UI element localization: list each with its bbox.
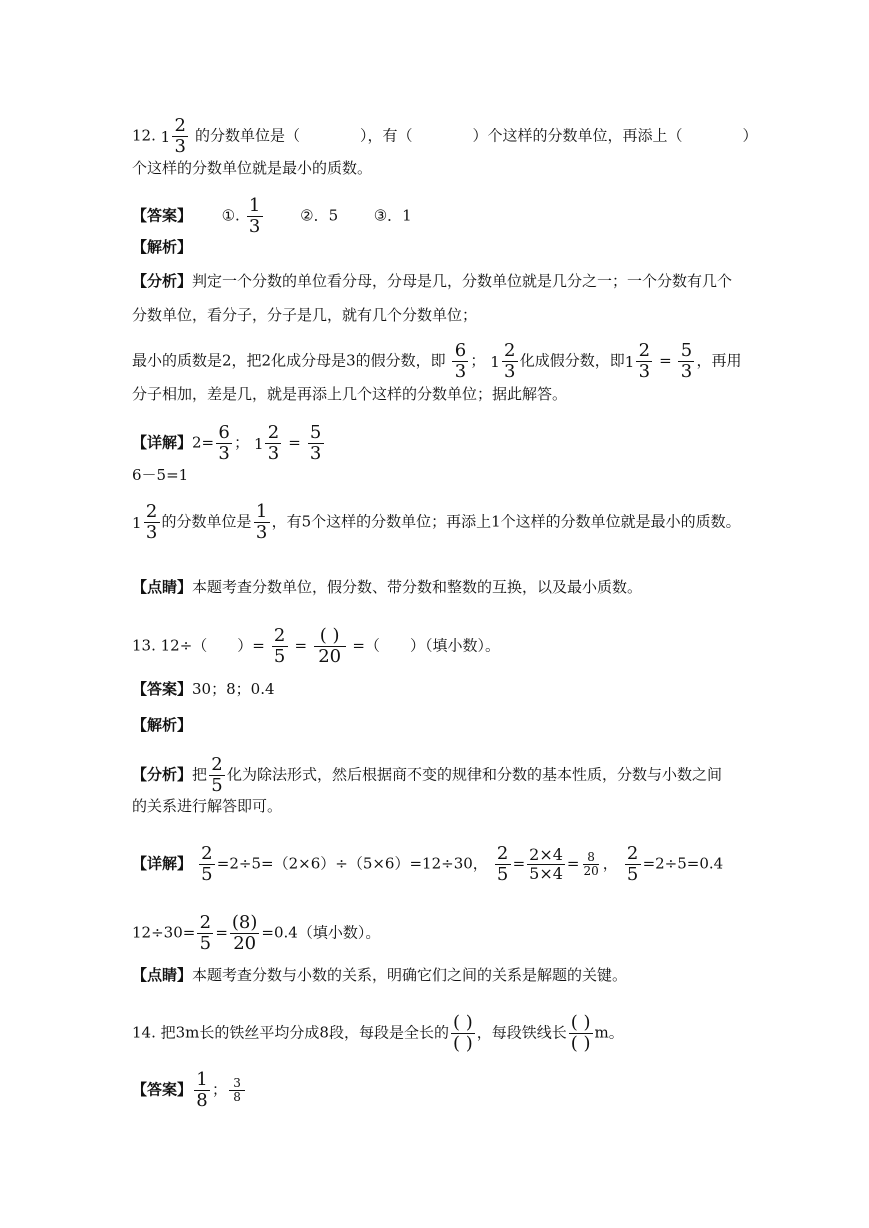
q12-fenxi1 [132, 271, 732, 291]
q12-fenxi3 [132, 341, 741, 382]
num: 1 [194, 1070, 210, 1091]
q12-answer [132, 196, 412, 237]
answer-label: 【答案】 [132, 680, 193, 698]
q12-fenxi3a: 最小的质数是2，把2化成分母是3的假分数，即 [132, 351, 446, 370]
q14-answer [132, 1070, 247, 1111]
q12-fenxi3c: 化成假分数，即 [519, 351, 625, 370]
den: 20 [318, 646, 342, 667]
frac-2x4 [527, 846, 565, 883]
q12-fraction [172, 116, 188, 157]
q13-answer [132, 679, 275, 699]
q14-answer-frac-1 [194, 1070, 210, 1111]
q12-fenxi4: 分子相加，差是几，就是再添上几个这样的分数单位；据此解答。 [132, 385, 568, 403]
frac-2-5 [625, 844, 641, 885]
frac-2-5 [495, 844, 511, 885]
q14-number: 14. [132, 1023, 156, 1042]
frac-8-20 [230, 913, 260, 954]
q12-detail3b: ，有5个这样的分数单位；再添上1个这样的分数单位就是最小的质数。 [271, 512, 741, 531]
frac-8-20 [581, 851, 600, 878]
num: 2 [144, 502, 160, 523]
q12-fenxi1-text: 判定一个分数的单位看分母，分母是几，分数单位就是几分之一；一个分数有几个 [192, 272, 733, 290]
whole: 1 [253, 434, 264, 453]
frac [636, 341, 652, 382]
q13-fenxi2: 的关系进行解答即可。 [132, 797, 283, 815]
q12-a1-den: 3 [248, 216, 261, 237]
num: 8 [583, 851, 599, 865]
den: 3 [267, 443, 280, 464]
q14-t3: m。 [594, 1023, 624, 1042]
frac [144, 502, 160, 543]
q12-point [132, 577, 642, 597]
q12-detail3a: 的分数单位是 [161, 512, 252, 531]
q12-fenxi3d: ，再用 [696, 351, 742, 370]
q13-number: 13. [132, 636, 156, 655]
q13-t1: 12÷（ [160, 636, 208, 655]
q12-text3: ）个这样的分数单位，再添上（ [472, 126, 683, 145]
num: 2 [502, 341, 518, 362]
equals: = [512, 854, 526, 873]
equals: = [294, 636, 308, 655]
q14-answer-frac-2 [229, 1077, 245, 1104]
num: 2×4 [529, 845, 563, 864]
den: 5 [211, 775, 223, 796]
num: 2 [197, 913, 213, 934]
den: 3 [309, 443, 322, 464]
q13-fenxi1 [132, 755, 722, 796]
q12-detail1b: ； [234, 433, 250, 452]
q13-d1: =2÷5=（2×6）÷（5×6）=12÷30， [216, 854, 488, 873]
frac-6-3 [216, 423, 232, 464]
num: ( ) [570, 1012, 591, 1033]
den: 5 [199, 933, 212, 954]
q12-fenxi2: 分数单位，看分子，分子是几，就有几个分数单位； [132, 306, 478, 324]
q12-frac-5-3 [678, 341, 694, 382]
q13-d5: =2÷5=0.4 [642, 854, 724, 873]
point-label: 【点睛】 [132, 966, 193, 984]
q12-detail1 [132, 423, 326, 464]
q14-blank-fraction-2 [569, 1013, 593, 1054]
den: 8 [233, 1090, 241, 1104]
q12-detail1a: 2= [192, 433, 215, 452]
num: (8) [231, 912, 258, 933]
num: 2 [272, 626, 288, 647]
q12-point-text: 本题考查分数单位，假分数、带分数和整数的互换，以及最小质数。 [192, 578, 643, 596]
answer-label: 【答案】 [132, 1080, 193, 1099]
q13-answer-text: 30；8；0.4 [192, 680, 275, 698]
num: 3 [229, 1077, 245, 1091]
num: 2 [209, 755, 225, 776]
q13-detail [132, 844, 723, 885]
detail-label: 【详解】 [132, 854, 193, 873]
q12-text1: 的分数单位是（ [194, 126, 300, 145]
frac-2-5 [199, 844, 215, 885]
q13-point-text: 本题考查分数与小数的关系，明确它们之间的关系是解题的关键。 [192, 966, 628, 984]
den: 20 [233, 933, 257, 954]
whole: 1 [490, 352, 500, 371]
equals: = [288, 433, 301, 452]
num: 5 [308, 423, 324, 444]
q12-den: 3 [174, 136, 186, 157]
mixed [254, 423, 284, 464]
q13-t2: ）= [237, 636, 265, 655]
q12-mixed-number [161, 116, 191, 157]
frac [502, 341, 518, 382]
q14-t1: 把3m长的铁丝平均分成8段，每段是全长的 [160, 1023, 449, 1042]
den: 3 [454, 361, 467, 382]
q13-point [132, 965, 627, 985]
answer-label: 【答案】 [132, 206, 193, 225]
den: 5 [496, 864, 509, 885]
fenxi-label: 【分析】 [132, 272, 193, 290]
q12-a1-num: 1 [247, 196, 263, 217]
num: 2 [636, 341, 652, 362]
den: 3 [504, 361, 516, 382]
q12-fenxi3b: ； [470, 351, 486, 370]
equals: = [659, 351, 672, 370]
detail-label: 【详解】 [132, 433, 193, 452]
q13-detail-line2 [132, 913, 380, 954]
q12-a1-fraction [247, 196, 263, 237]
q12-mixed-3 [625, 341, 655, 382]
q12-text4: ） [742, 126, 758, 145]
q12-detail3 [132, 502, 741, 543]
q13-blank-fraction [314, 626, 346, 667]
q13-line2a: 12÷30= [132, 923, 196, 942]
whole: 1 [624, 352, 635, 371]
q13-line1 [132, 626, 500, 667]
equals: = [215, 923, 228, 942]
num: 2 [265, 423, 281, 444]
q13-fenxi1b: 化为除法形式，然后根据商不变的规律和分数的基本性质，分数与小数之间 [227, 765, 723, 784]
q13-fenxi1a: 把 [192, 765, 208, 784]
q12-a2: ②．5 [300, 206, 339, 225]
q12-text2: ），有（ [359, 126, 413, 145]
fenxi-label: 【分析】 [132, 765, 193, 784]
den: 5 [201, 864, 213, 885]
den: 3 [680, 361, 693, 382]
frac-5-3 [308, 423, 324, 464]
q13-t3: =（ [352, 636, 380, 655]
frac-2-5 [197, 913, 213, 954]
q12-whole: 1 [160, 127, 171, 146]
q13-frac-2-5 [272, 626, 288, 667]
separator: ； [212, 1080, 228, 1099]
num: 2 [199, 844, 215, 865]
q12-frac-6-3 [452, 341, 468, 382]
frac-1-3 [254, 502, 270, 543]
q12-line1 [132, 116, 758, 157]
q13-t4: ）（填小数）。 [409, 636, 500, 655]
den: 5×4 [529, 864, 563, 883]
mixed [132, 502, 162, 543]
equals: = [566, 854, 580, 873]
den: 5 [626, 864, 639, 885]
q12-line2: 个这样的分数单位就是最小的质数。 [132, 159, 373, 177]
num: ( ) [314, 626, 346, 647]
point-label: 【点睛】 [132, 578, 193, 596]
num: 2 [625, 844, 641, 865]
den: 5 [273, 646, 286, 667]
den: 3 [145, 522, 158, 543]
den: 8 [196, 1090, 208, 1111]
q12-jiexi: 【解析】 [132, 238, 193, 256]
q13-jiexi: 【解析】 [132, 716, 193, 734]
den: 3 [218, 443, 230, 464]
den: 20 [583, 864, 599, 878]
frac-2-5 [209, 755, 225, 796]
q12-a1: ①. [221, 206, 240, 225]
whole: 1 [132, 513, 142, 532]
q12-a3: ③．1 [373, 206, 412, 225]
q13-line2b: =0.4（填小数）。 [261, 923, 381, 942]
den: 3 [638, 361, 651, 382]
q14-blank-fraction-1 [451, 1013, 475, 1054]
q13-d4: ， [602, 854, 618, 873]
den: ( ) [452, 1033, 473, 1054]
q12-mixed-2 [490, 341, 520, 382]
q14-line1 [132, 1013, 624, 1054]
num: 2 [495, 844, 511, 865]
num: 6 [452, 341, 468, 362]
num: 5 [678, 341, 694, 362]
den: 3 [255, 522, 268, 543]
num: 6 [216, 423, 232, 444]
num: 1 [254, 502, 270, 523]
q14-t2: ，每段铁线长 [476, 1023, 567, 1042]
frac [265, 423, 281, 464]
q12-number: 12. [132, 126, 156, 145]
q12-detail2: 6－5=1 [132, 466, 189, 484]
den: ( ) [570, 1033, 591, 1054]
num: ( ) [452, 1012, 473, 1033]
q12-num: 2 [172, 116, 188, 137]
